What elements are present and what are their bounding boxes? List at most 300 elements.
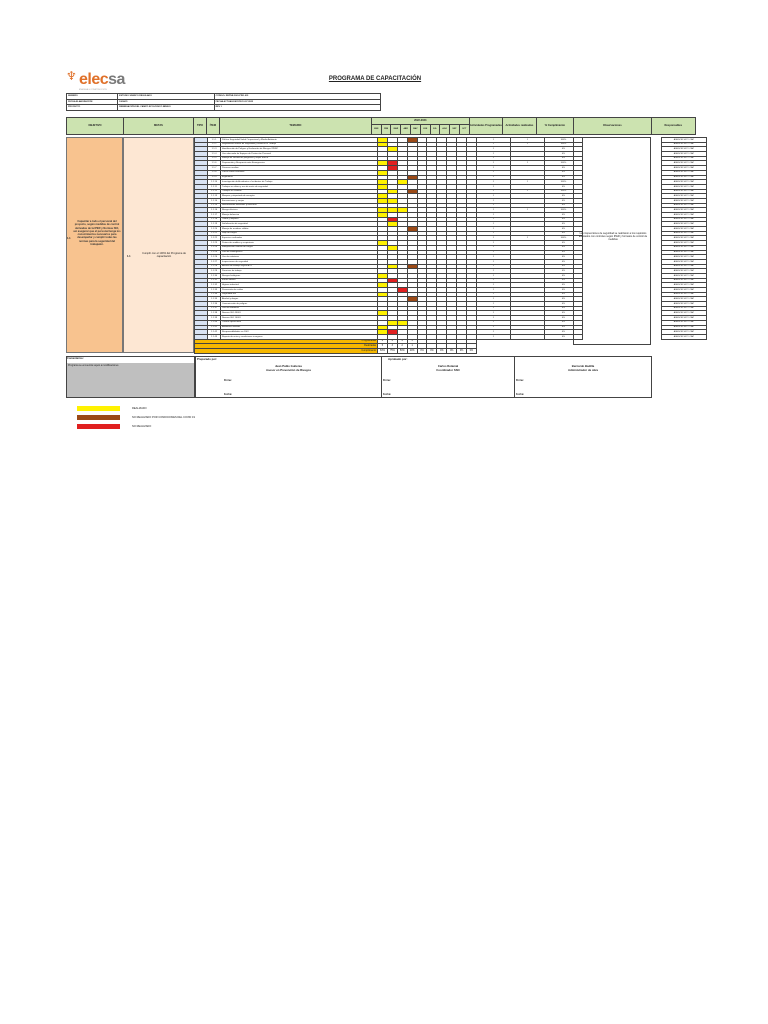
item-cell: 1.1.4: [208, 152, 221, 157]
responsable-cell: ASESOR SST / CAP: [661, 180, 706, 185]
responsable-cell: ASESOR SST / CAP: [661, 142, 706, 147]
totals-label: Realizadas: [195, 344, 378, 349]
item-cell: 1.1.8: [208, 170, 221, 175]
cumplimiento-cell: 0%: [544, 269, 582, 274]
realizadas-cell: 1: [510, 161, 544, 166]
item-cell: 1.1.9: [208, 175, 221, 180]
programadas-cell: 1: [476, 288, 510, 293]
logo-tagline: ENERGIA & CONSTRUCCIÓN: [79, 89, 107, 91]
responsable-cell: ASESOR SST / CAP: [661, 255, 706, 260]
item-cell: 1.1.28: [208, 264, 221, 269]
info-table: [66, 93, 381, 111]
cumplimiento-cell: 0%: [544, 222, 582, 227]
cumplimiento-cell: 0%: [544, 330, 582, 335]
header-temario: TEMARIO: [219, 118, 371, 135]
programadas-cell: 1: [476, 175, 510, 180]
legend-label: REALIZADO: [132, 407, 147, 410]
tema-cell: Manejo de sustancias peligrosas y hojas MSDS: [221, 156, 378, 161]
cumplimiento-cell: 100%: [544, 180, 582, 185]
info-cell: REV 1: [214, 105, 380, 111]
programadas-cell: 1: [476, 306, 510, 311]
totals-value: 0%: [467, 348, 477, 353]
item-cell: 1.1.19: [208, 222, 221, 227]
responsable-cell: ASESOR SST / CAP: [661, 184, 706, 189]
programadas-cell: 1: [476, 325, 510, 330]
item-cell: 1.1.21: [208, 231, 221, 236]
tema-cell: Preparación y Respuesta ante Emergencias: [221, 161, 378, 166]
header-act-prog: Actividades Programadas: [469, 118, 503, 135]
cumplimiento-cell: 0%: [544, 306, 582, 311]
month-header: JUL: [430, 124, 440, 134]
prepared-name: Juan Pablo Guiteras: [274, 364, 303, 368]
cumplimiento-cell: 0%: [544, 259, 582, 264]
objective-number: 1.1: [67, 237, 71, 240]
approved-fecha-2: Fecha:: [516, 393, 525, 396]
cumplimiento-cell: 100%: [544, 142, 582, 147]
tema-cell: Reporte de actos y condiciones inseguras: [221, 334, 378, 339]
totals-value: 2: [397, 344, 407, 349]
cumplimiento-cell: 0%: [544, 278, 582, 283]
cumplimiento-cell: 0%: [544, 320, 582, 325]
item-cell: 1.1.42: [208, 330, 221, 335]
programadas-cell: 1: [476, 292, 510, 297]
tema-cell: Seguridad vial: [221, 292, 378, 297]
cumplimiento-cell: 0%: [544, 213, 582, 218]
programadas-cell: 1: [476, 250, 510, 255]
cumplimiento-cell: 0%: [544, 175, 582, 180]
totals-value: 0%: [447, 348, 457, 353]
observations-text: Las inspecciones de seguridad se realizaron a los requisitos asociados con controles según IPER y formatos de control de medidas: [578, 232, 648, 241]
approved-fecha-1: Fecha:: [383, 393, 392, 396]
tema-cell: Análisis de trabajo seguro ATS: [221, 264, 378, 269]
cumplimiento-cell: 0%: [544, 184, 582, 189]
responsable-cell: ASESOR SST / CAP: [661, 138, 706, 143]
responsable-cell: ASESOR SST / CAP: [661, 222, 706, 227]
approved-box-1: [381, 356, 515, 398]
programadas-cell: 1: [476, 259, 510, 264]
item-cell: 1.1.36: [208, 302, 221, 307]
responsable-cell: ASESOR SST / CAP: [661, 152, 706, 157]
programadas-cell: 1: [476, 170, 510, 175]
programadas-cell: 1: [476, 316, 510, 321]
objective-text: Capacitar a todo el personal del proyecto, según medidas de control derivadas de la IPER y Normas ISO, así asegurar que el personal tenga los conocimientos necesarios para desempeñar y cumplir todas las normas para la seguridad del trabajador.: [73, 220, 121, 247]
programadas-cell: 1: [476, 278, 510, 283]
tema-cell: Estrés laboral: [221, 278, 378, 283]
responsable-cell: ASESOR SST / CAP: [661, 302, 706, 307]
realizadas-cell: [510, 334, 544, 339]
tema-cell: Alcohol y drogas: [221, 297, 378, 302]
tema-cell: Uso adecuado de Equipos de Protección Personal: [221, 152, 378, 157]
tema-cell: Comunicación de peligros: [221, 302, 378, 307]
cumplimiento-cell: 0%: [544, 273, 582, 278]
programadas-cell: 1: [476, 264, 510, 269]
programadas-cell: 1: [476, 231, 510, 236]
cumplimiento-cell: 0%: [544, 147, 582, 152]
cumplimiento-cell: 0%: [544, 255, 582, 260]
approved-box-2: [514, 356, 652, 398]
cumplimiento-cell: 0%: [544, 227, 582, 232]
totals-value: 5: [407, 339, 417, 344]
responsable-cell: ASESOR SST / CAP: [661, 147, 706, 152]
item-cell: 1.1.11: [208, 184, 221, 189]
item-cell: 1.1.10: [208, 180, 221, 185]
realizadas-cell: 1: [510, 180, 544, 185]
responsable-cell: ASESOR SST / CAP: [661, 245, 706, 250]
programadas-cell: 1: [476, 283, 510, 288]
info-cell: 10/08/21: [118, 99, 214, 105]
legend-swatch: [77, 415, 120, 420]
prepared-firma: Firma:: [224, 379, 232, 382]
tema-cell: Lucha contra incendios: [221, 170, 378, 175]
item-cell: 1.1.38: [208, 311, 221, 316]
totals-value: 1: [407, 344, 417, 349]
item-cell: 1.1.31: [208, 278, 221, 283]
header-year: 2022-2023: [371, 118, 469, 125]
cumplimiento-cell: 0%: [544, 166, 582, 171]
cumplimiento-cell: 0%: [544, 288, 582, 293]
cumplimiento-cell: 0%: [544, 152, 582, 157]
item-cell: 1.1.17: [208, 213, 221, 218]
item-cell: 1.1.20: [208, 227, 221, 232]
tema-cell: Bloqueo y etiquetado de energías: [221, 194, 378, 199]
tema-cell: Uso de extintores: [221, 255, 378, 260]
cumplimiento-cell: 0%: [544, 241, 582, 246]
totals-value: 83%: [378, 348, 388, 353]
tema-cell: Plan de contingencia: [221, 250, 378, 255]
item-cell: 1.1.14: [208, 198, 221, 203]
responsable-cell: ASESOR SST / CAP: [661, 213, 706, 218]
programadas-cell: 1: [476, 217, 510, 222]
totals-label: Cumplimiento: [195, 348, 378, 353]
item-cell: 1.1.24: [208, 245, 221, 250]
programadas-cell: 1: [476, 161, 510, 166]
goal-text: Cumplir con el 100% del Programa de capacitación: [142, 252, 186, 259]
responsable-cell: ASESOR SST / CAP: [661, 161, 706, 166]
responsable-cell: ASESOR SST / CAP: [661, 269, 706, 274]
item-cell: 1.1.25: [208, 250, 221, 255]
tema-cell: Higiene industrial: [221, 283, 378, 288]
item-cell: 1.1.15: [208, 203, 221, 208]
info-cell: NÚMERO: [67, 94, 118, 100]
programadas-cell: 1: [476, 198, 510, 203]
month-header: JUN: [420, 124, 430, 134]
header-act-real: Actividades realizadas: [503, 118, 537, 135]
programadas-cell: 1: [476, 302, 510, 307]
tema-cell: Ergonomía: [221, 175, 378, 180]
tema-cell: Manejo defensivo: [221, 213, 378, 218]
logo-wordmark: elecsa: [79, 71, 125, 88]
totals-value: 0%: [417, 348, 427, 353]
cumplimiento-cell: 0%: [544, 170, 582, 175]
info-cell: REMEDIACIÓN DEL CAMPO ECOLÓGICO BRAVO: [118, 105, 214, 111]
responsable-cell: ASESOR SST / CAP: [661, 194, 706, 199]
item-cell: 1.1.3: [208, 147, 221, 152]
month-header: OCT: [459, 124, 469, 134]
tema-cell: Permisos de trabajo: [221, 269, 378, 274]
approved-role-1: Coordinador SSO: [436, 368, 460, 372]
legend-swatch: [77, 424, 120, 429]
responsable-cell: ASESOR SST / CAP: [661, 217, 706, 222]
prepared-box: [195, 356, 382, 398]
prepared-fecha: Fecha:: [224, 393, 233, 396]
cumplimiento-cell: 0%: [544, 334, 582, 339]
month-header: FEB: [381, 124, 391, 134]
header-cumplimiento: % Cumplimiento: [536, 118, 574, 135]
programadas-cell: 1: [476, 297, 510, 302]
programadas-cell: 1: [476, 222, 510, 227]
responsable-cell: ASESOR SST / CAP: [661, 259, 706, 264]
responsable-cell: ASESOR SST / CAP: [661, 334, 706, 339]
item-cell: 1.1.26: [208, 255, 221, 260]
tema-cell: Reglamento Interno de Seguridad y Salud en el Trabajo: [221, 142, 378, 147]
header-metas: METAS: [123, 118, 193, 135]
info-cell: FECHA ACTUALIZACIÓN 10.07.2023: [214, 99, 380, 105]
tema-cell: Manejo de residuos sólidos: [221, 227, 378, 232]
programadas-cell: 1: [476, 320, 510, 325]
responsable-cell: ASESOR SST / CAP: [661, 292, 706, 297]
responsable-cell: ASESOR SST / CAP: [661, 208, 706, 213]
cumplimiento-cell: 0%: [544, 283, 582, 288]
responsable-cell: ASESOR SST / CAP: [661, 156, 706, 161]
responsable-cell: ASESOR SST / CAP: [661, 283, 706, 288]
tema-cell: Uso de andamios: [221, 306, 378, 311]
tema-cell: Trabajos en caliente: [221, 189, 378, 194]
info-cell: PROYECTO: [67, 105, 118, 111]
item-cell: 1.1.40: [208, 320, 221, 325]
programadas-cell: 1: [476, 255, 510, 260]
tema-cell: Normas ISO 14001: [221, 316, 378, 321]
info-cell: FECHA ELABORACIÓN: [67, 99, 118, 105]
tema-cell: Trabajos en altura y uso de arnés de seguridad: [221, 184, 378, 189]
comments-box: [66, 356, 195, 398]
programadas-cell: 1: [476, 156, 510, 161]
totals-value: 50%: [397, 348, 407, 353]
comments-title: Comentarios:: [67, 357, 194, 362]
programadas-cell: 1: [476, 213, 510, 218]
responsable-cell: ASESOR SST / CAP: [661, 320, 706, 325]
item-cell: 1.1.1: [208, 138, 221, 143]
month-header: ABR: [401, 124, 411, 134]
tema-cell: Manipulación manual de cargas: [221, 245, 378, 250]
cumplimiento-cell: 100%: [544, 208, 582, 213]
header-item: ÍTEM: [206, 118, 219, 135]
responsable-cell: ASESOR SST / CAP: [661, 330, 706, 335]
responsable-cell: ASESOR SST / CAP: [661, 316, 706, 321]
responsable-cell: ASESOR SST / CAP: [661, 170, 706, 175]
programadas-cell: 1: [476, 334, 510, 339]
header-observaciones: Observaciones: [574, 118, 651, 135]
responsable-cell: ASESOR SST / CAP: [661, 236, 706, 241]
item-cell: 1.1.34: [208, 292, 221, 297]
responsable-cell: ASESOR SST / CAP: [661, 241, 706, 246]
approved-name-2: Bernardo Badilla: [571, 364, 595, 368]
cumplimiento-cell: 0%: [544, 264, 582, 269]
month-header: SEP: [450, 124, 460, 134]
programadas-cell: 1: [476, 138, 510, 143]
tema-cell: Política Seguridad Salud Ocupacional y Medio Ambiente: [221, 138, 378, 143]
tema-cell: Prevención de caídas: [221, 288, 378, 293]
month-header: AGO: [440, 124, 450, 134]
item-cell: 1.1.23: [208, 241, 221, 246]
tema-cell: Inspecciones de seguridad: [221, 259, 378, 264]
totals-value: 0%: [437, 348, 447, 353]
programadas-cell: 1: [476, 311, 510, 316]
header-tipo: TIPO: [194, 118, 207, 135]
tema-cell: Responsabilidades en SSO: [221, 330, 378, 335]
item-cell: 1.1.37: [208, 306, 221, 311]
cumplimiento-cell: 0%: [544, 156, 582, 161]
month-header: MAR: [391, 124, 401, 134]
cumplimiento-cell: 0%: [544, 217, 582, 222]
cumplimiento-cell: 0%: [544, 194, 582, 199]
item-cell: 1.1.12: [208, 189, 221, 194]
responsable-cell: ASESOR SST / CAP: [661, 311, 706, 316]
tema-cell: Excavaciones y zanjas: [221, 198, 378, 203]
prepared-role: Asesor en Prevención de Riesgos: [265, 368, 312, 372]
cumplimiento-cell: 100%: [544, 189, 582, 194]
header-table: [66, 117, 696, 135]
cumplimiento-cell: 0%: [544, 325, 582, 330]
cumplimiento-cell: 0%: [544, 231, 582, 236]
programadas-cell: 1: [476, 273, 510, 278]
tema-cell: Protección auditiva y respiratoria: [221, 241, 378, 246]
month-header: MAY: [411, 124, 421, 134]
cumplimiento-cell: 0%: [544, 297, 582, 302]
tema-cell: Primeros auxilios: [221, 166, 378, 171]
item-cell: 1.1.18: [208, 217, 221, 222]
responsable-cell: ASESOR SST / CAP: [661, 264, 706, 269]
item-cell: 1.1.5: [208, 156, 221, 161]
tema-cell: Riesgo eléctrico: [221, 208, 378, 213]
header-responsables: Responsables: [651, 118, 695, 135]
item-cell: 1.1.2: [208, 142, 221, 147]
item-cell: 1.1.30: [208, 273, 221, 278]
totals-value: 3: [387, 344, 397, 349]
totals-row: [195, 348, 707, 353]
item-cell: 1.1.6: [208, 161, 221, 166]
tema-cell: Auditorías internas: [221, 325, 378, 330]
item-cell: 1.1.29: [208, 269, 221, 274]
responsable-cell: ASESOR SST / CAP: [661, 166, 706, 171]
observations-cell: [573, 137, 651, 345]
item-cell: 1.1.27: [208, 259, 221, 264]
info-cell: ESTUDIO SISMICO REGULADO: [118, 94, 214, 100]
responsable-cell: ASESOR SST / CAP: [661, 227, 706, 232]
tema-cell: Orden y limpieza: [221, 217, 378, 222]
item-cell: 1.1.32: [208, 283, 221, 288]
item-cell: 1.1.41: [208, 325, 221, 330]
approved-role-2: Administrador de obra: [568, 368, 598, 372]
realizadas-cell: 1: [510, 236, 544, 241]
responsable-cell: ASESOR SST / CAP: [661, 198, 706, 203]
programadas-cell: 1: [476, 142, 510, 147]
legend-label: NO REALIZADO POR CONDICIONES DEL COVID 19: [132, 416, 195, 419]
realizadas-cell: 1: [510, 189, 544, 194]
totals-value: 75%: [387, 348, 397, 353]
tema-cell: Normas ISO 45001: [221, 311, 378, 316]
programadas-cell: 1: [476, 184, 510, 189]
totals-value: 4: [387, 339, 397, 344]
legend-label: NO REALIZADO: [132, 425, 152, 428]
totals-value: 20%: [407, 348, 417, 353]
programadas-cell: 1: [476, 189, 510, 194]
tema-cell: Control operacional: [221, 320, 378, 325]
cumplimiento-cell: 100%: [544, 138, 582, 143]
programadas-cell: 1: [476, 147, 510, 152]
responsable-cell: ASESOR SST / CAP: [661, 250, 706, 255]
programadas-cell: 1: [476, 227, 510, 232]
responsable-cell: ASESOR SST / CAP: [661, 325, 706, 330]
totals-value: 6: [378, 339, 388, 344]
company-logo: [66, 68, 130, 96]
item-cell: 1.1.39: [208, 316, 221, 321]
item-cell: 1.1.43: [208, 334, 221, 339]
tema-cell: Herramientas manuales y eléctricas: [221, 203, 378, 208]
approved-firma-2: Firma:: [516, 379, 524, 382]
approved-firma-1: Firma:: [383, 379, 391, 382]
item-cell: 1.1.7: [208, 166, 221, 171]
prepared-label: Preparado por:: [197, 357, 218, 361]
programadas-cell: 1: [476, 180, 510, 185]
tema-cell: Izaje de cargas: [221, 231, 378, 236]
programadas-cell: 1: [476, 236, 510, 241]
month-header: ENE: [371, 124, 381, 134]
totals-value: 0%: [427, 348, 437, 353]
goal-cell: [123, 137, 194, 353]
responsable-cell: ASESOR SST / CAP: [661, 306, 706, 311]
item-cell: 1.1.13: [208, 194, 221, 199]
programadas-cell: 1: [476, 203, 510, 208]
programadas-cell: 1: [476, 208, 510, 213]
cumplimiento-cell: 0%: [544, 292, 582, 297]
realizadas-cell: 1: [510, 138, 544, 143]
responsable-cell: ASESOR SST / CAP: [661, 189, 706, 194]
cumplimiento-cell: 100%: [544, 161, 582, 166]
cumplimiento-cell: 0%: [544, 198, 582, 203]
info-row: [67, 105, 381, 111]
header-objetivo: OBJETIVO: [67, 118, 124, 135]
responsable-cell: ASESOR SST / CAP: [661, 278, 706, 283]
item-cell: 1.1.33: [208, 288, 221, 293]
programadas-cell: 1: [476, 330, 510, 335]
cumplimiento-cell: 0%: [544, 245, 582, 250]
totals-label: Programadas: [195, 339, 378, 344]
tema-cell: Riesgos biológicos: [221, 273, 378, 278]
realizadas-cell: 1: [510, 142, 544, 147]
programadas-cell: 1: [476, 241, 510, 246]
totals-value: 0%: [457, 348, 467, 353]
cumplimiento-cell: 0%: [544, 311, 582, 316]
totals-value: 5: [378, 344, 388, 349]
programadas-cell: 1: [476, 152, 510, 157]
comments-text: Programa se encuentra sujeto a modificaciones: [67, 363, 194, 397]
goal-number: 1.1: [127, 255, 131, 258]
programadas-cell: 1: [476, 194, 510, 199]
approved-name-1: Carlos Retamal: [437, 364, 459, 368]
responsable-cell: ASESOR SST / CAP: [661, 288, 706, 293]
item-cell: 1.1.35: [208, 297, 221, 302]
programadas-cell: 1: [476, 269, 510, 274]
approved-label: Aprobado por:: [388, 357, 408, 361]
item-cell: 1.1.22: [208, 236, 221, 241]
cumplimiento-cell: 0%: [544, 302, 582, 307]
cumplimiento-cell: 0%: [544, 316, 582, 321]
totals-value: 4: [397, 339, 407, 344]
programadas-cell: 1: [476, 166, 510, 171]
item-cell: 1.1.16: [208, 208, 221, 213]
responsable-cell: ASESOR SST / CAP: [661, 175, 706, 180]
tema-cell: Señalización de seguridad: [221, 222, 378, 227]
